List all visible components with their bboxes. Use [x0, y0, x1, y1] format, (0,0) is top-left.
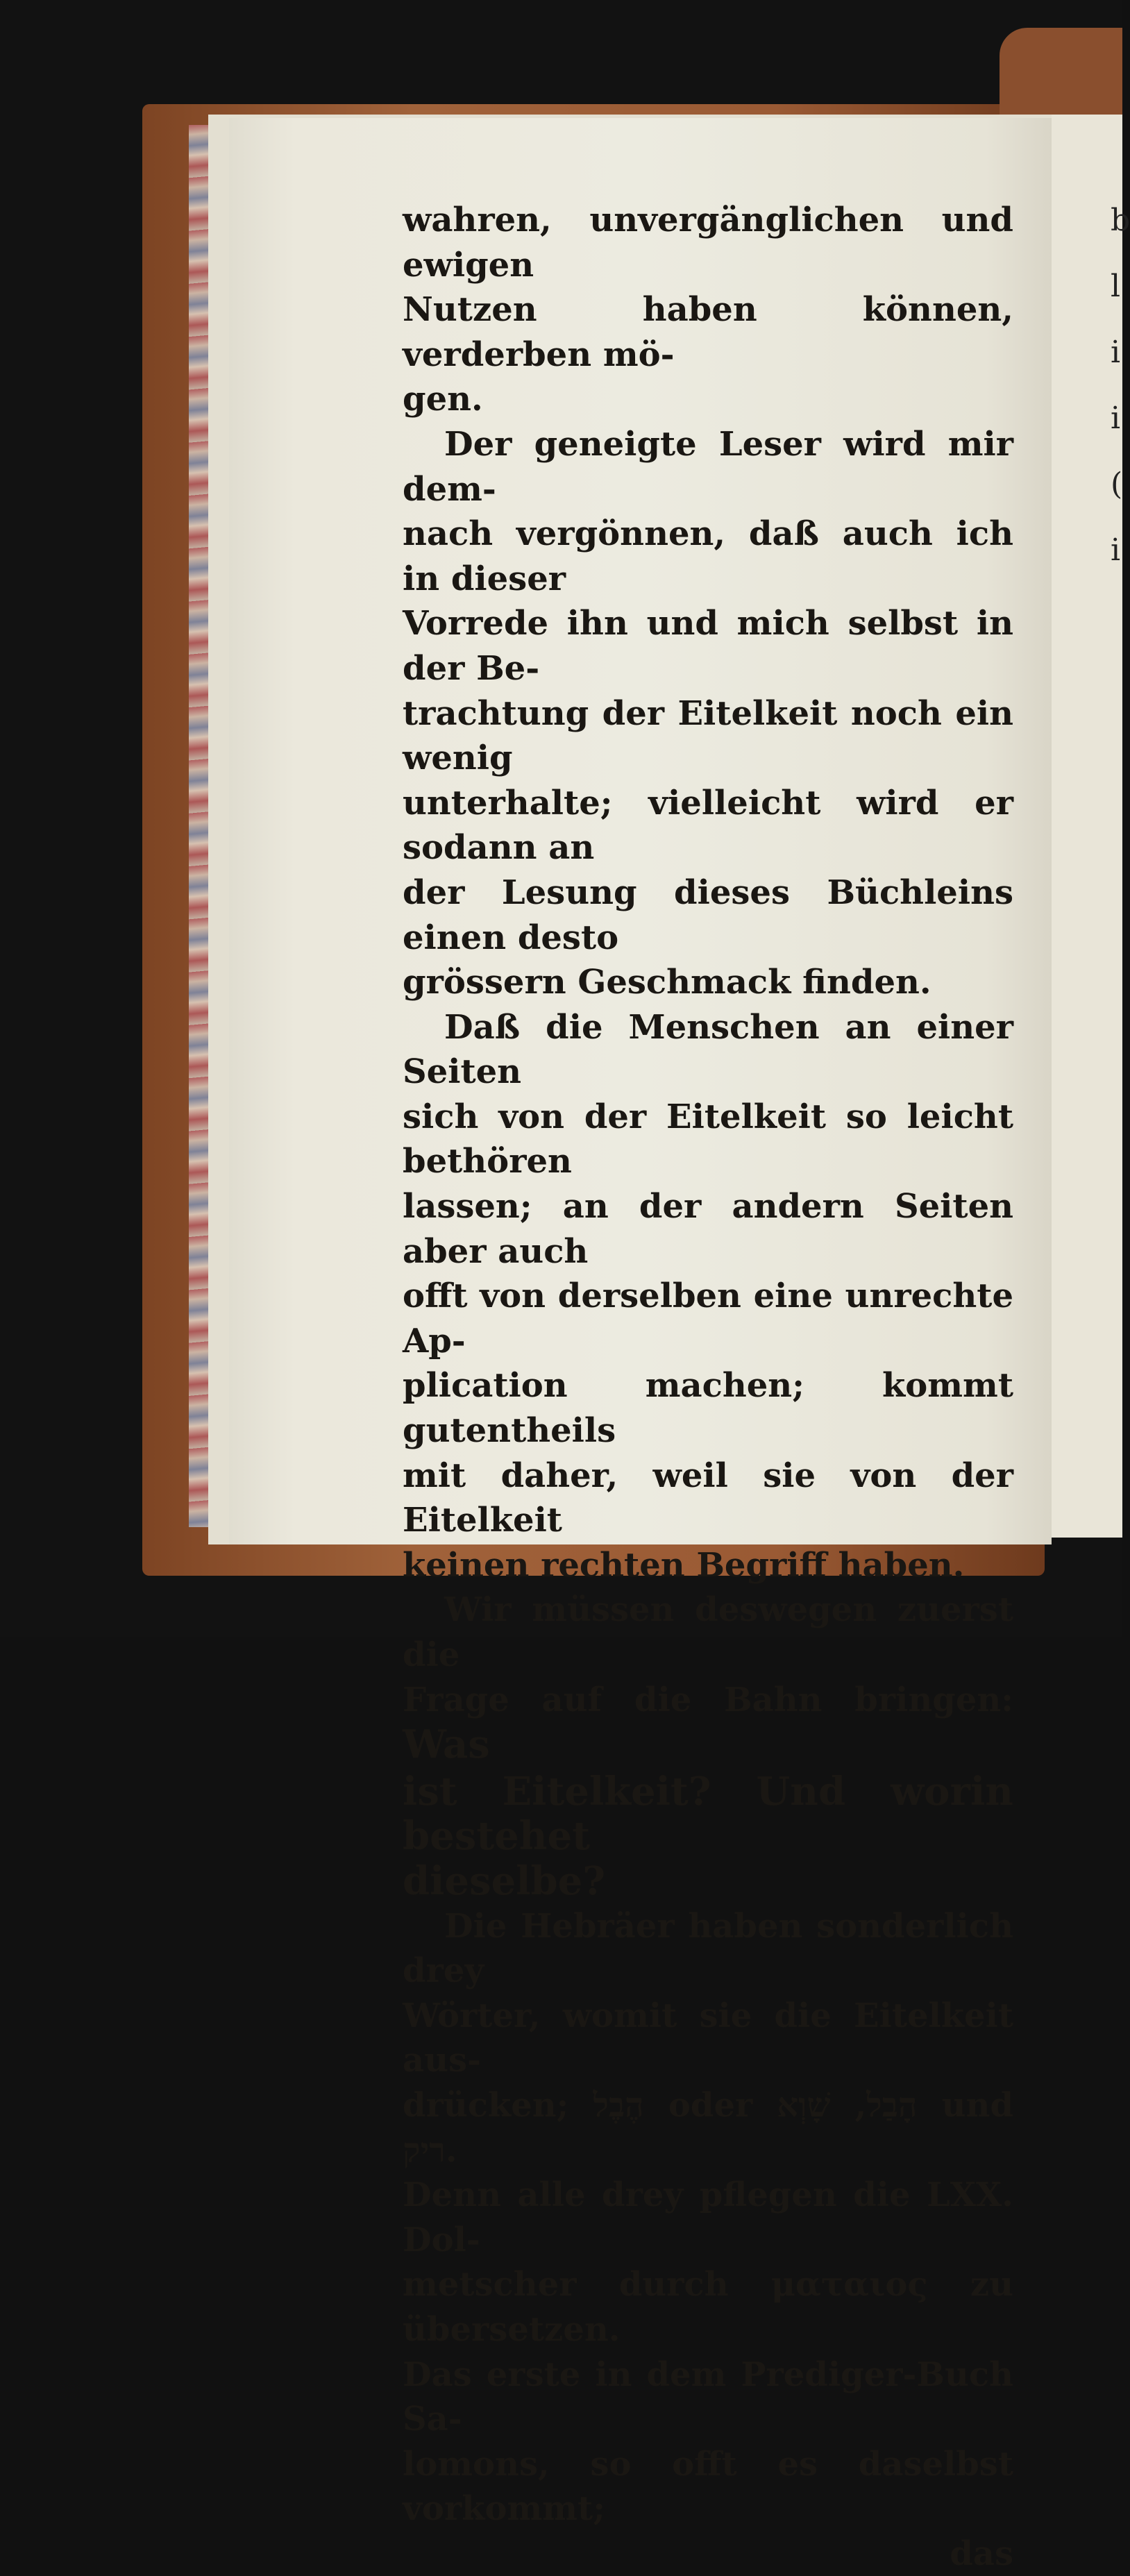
text-line: Vorrede ihn und mich selbst in der Be-	[403, 604, 1013, 688]
facing-page-letters: b l i i ( i	[1111, 203, 1130, 568]
text-line: drücken; הֶבֶל oder הָבַל, שָׁוְא und ריק.	[403, 2085, 1014, 2170]
text-line: Denn alle drey pflegen die LXX. Dol-	[403, 2175, 1013, 2259]
catchword: das	[950, 2534, 1013, 2573]
text-line: Wir müssen deswegen zuerst die	[403, 1590, 1013, 1674]
text-line: sich von der Eitelkeit so leicht bethören	[403, 1097, 1013, 1181]
question-span: Was	[403, 1721, 490, 1768]
text-line: plication machen; kommt gutentheils	[403, 1366, 1013, 1451]
text-line: unterhalte; vielleicht wird er sodann an	[403, 783, 1013, 868]
text-line: Die Hebräer haben sonderlich drey	[403, 1906, 1013, 1991]
text-line: der Lesung dieses Büchleins einen desto	[403, 873, 1013, 957]
text-line: lomons, so offt es daselbst vorkommt;	[403, 2444, 1013, 2529]
text-line: grössern Geschmack finden.	[403, 963, 931, 1002]
text-line: gen.	[403, 380, 483, 419]
text-line: wahren, unvergänglichen und ewigen	[403, 201, 1013, 285]
book-spine-top	[1000, 28, 1122, 125]
text-line: trachtung der Eitelkeit noch ein wenig	[403, 693, 1013, 778]
question-line: dieselbe?	[403, 1858, 606, 1904]
text-line: keinen rechten Begriff haben.	[403, 1545, 965, 1585]
text-line: Das erste in dem Prediger-Buch Sa-	[403, 2355, 1013, 2439]
text-line	[403, 1678, 1013, 1769]
text-line: metscher durch ματαιος zu übersetzen.	[403, 2265, 1013, 2349]
text-line: Der geneigte Leser wird mir dem-	[403, 424, 1013, 509]
text-line: Daß die Menschen an einer Seiten	[403, 1007, 1013, 1092]
question-line: ist Eitelkeit? Und worin bestehet	[403, 1768, 1013, 1860]
text-line: offt von derselben eine unrechte Ap-	[403, 1277, 1013, 1361]
text-span: Frage auf die Bahn bringen:	[403, 1680, 1013, 1719]
text-line: mit daher, weil sie von der Eitelkeit	[403, 1456, 1013, 1540]
text-line: lassen; an der andern Seiten aber auch	[403, 1187, 1013, 1271]
page-text	[403, 198, 1013, 2576]
text-line: Nutzen haben können, verderben mö-	[403, 290, 1013, 374]
text-line: nach vergönnen, daß auch ich in dieser	[403, 514, 1013, 598]
text-line: Wörter, womit sie die Eitelkeit aus-	[403, 1996, 1013, 2080]
